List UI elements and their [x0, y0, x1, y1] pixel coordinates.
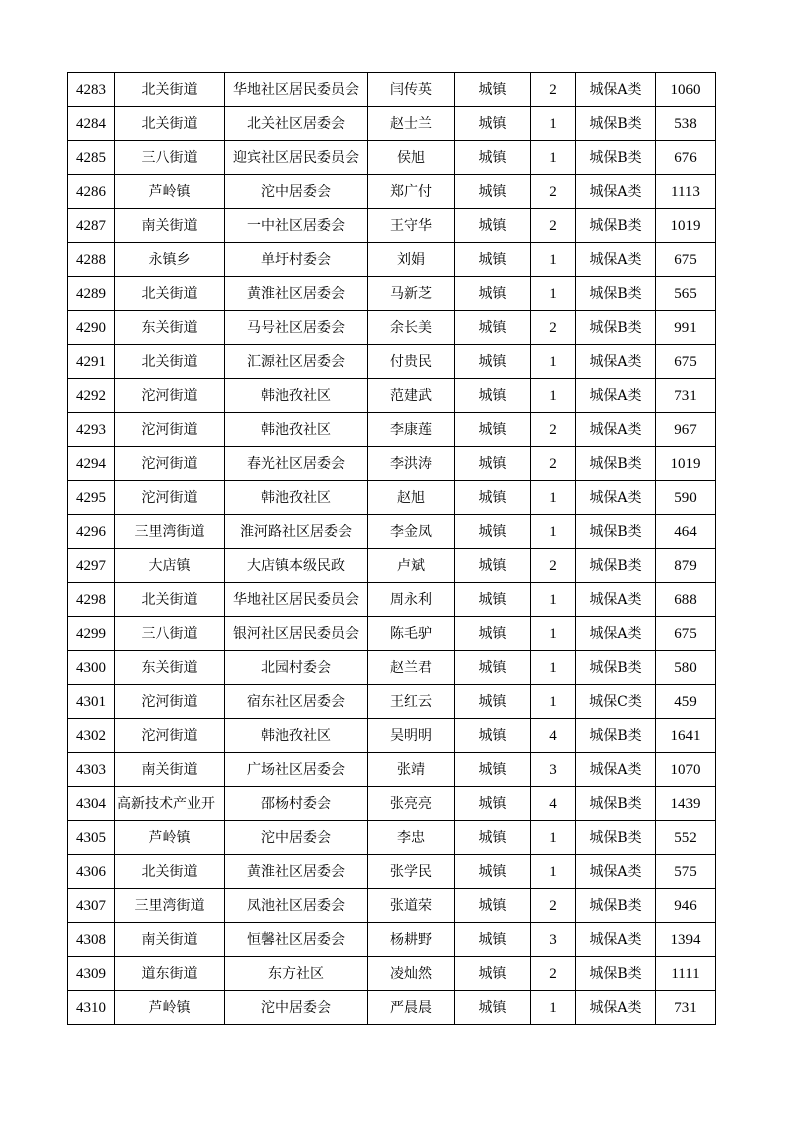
person-name-cell: 严晨晨: [368, 991, 455, 1025]
row-number-cell: 4283: [68, 73, 115, 107]
household-count-cell: 1: [531, 243, 576, 277]
row-number-cell: 4287: [68, 209, 115, 243]
community-cell: 凤池社区居委会: [225, 889, 368, 923]
community-cell: 北园村委会: [225, 651, 368, 685]
table-row: [68, 481, 716, 515]
street-cell: 沱河街道: [115, 447, 225, 481]
household-count-cell: 1: [531, 277, 576, 311]
table-row: [68, 515, 716, 549]
community-cell: 广场社区居委会: [225, 753, 368, 787]
amount-cell: 1019: [656, 209, 716, 243]
street-cell: 沱河街道: [115, 685, 225, 719]
area-type-cell: 城镇: [455, 787, 531, 821]
insurance-category-cell: 城保B类: [576, 787, 656, 821]
amount-cell: 1641: [656, 719, 716, 753]
community-cell: 黄淮社区居委会: [225, 855, 368, 889]
household-count-cell: 1: [531, 107, 576, 141]
area-type-cell: 城镇: [455, 753, 531, 787]
insurance-category-cell: 城保A类: [576, 243, 656, 277]
table-row: [68, 549, 716, 583]
row-number-cell: 4285: [68, 141, 115, 175]
insurance-category-cell: 城保A类: [576, 413, 656, 447]
community-cell: 一中社区居委会: [225, 209, 368, 243]
area-type-cell: 城镇: [455, 107, 531, 141]
area-type-cell: 城镇: [455, 481, 531, 515]
person-name-cell: 郑广付: [368, 175, 455, 209]
person-name-cell: 付贵民: [368, 345, 455, 379]
street-cell: 芦岭镇: [115, 175, 225, 209]
area-type-cell: 城镇: [455, 923, 531, 957]
amount-cell: 565: [656, 277, 716, 311]
insurance-category-cell: 城保B类: [576, 549, 656, 583]
community-cell: 恒馨社区居委会: [225, 923, 368, 957]
household-count-cell: 3: [531, 753, 576, 787]
insurance-category-cell: 城保B类: [576, 447, 656, 481]
household-count-cell: 2: [531, 175, 576, 209]
street-cell: 三里湾街道: [115, 889, 225, 923]
amount-cell: 676: [656, 141, 716, 175]
amount-cell: 946: [656, 889, 716, 923]
amount-cell: 538: [656, 107, 716, 141]
row-number-cell: 4291: [68, 345, 115, 379]
area-type-cell: 城镇: [455, 277, 531, 311]
person-name-cell: 闫传英: [368, 73, 455, 107]
amount-cell: 675: [656, 617, 716, 651]
area-type-cell: 城镇: [455, 549, 531, 583]
street-cell: 北关街道: [115, 345, 225, 379]
insurance-category-cell: 城保B类: [576, 311, 656, 345]
street-cell: 三八街道: [115, 141, 225, 175]
household-count-cell: 2: [531, 311, 576, 345]
street-cell: 大店镇: [115, 549, 225, 583]
amount-cell: 1019: [656, 447, 716, 481]
person-name-cell: 吴明明: [368, 719, 455, 753]
person-name-cell: 李忠: [368, 821, 455, 855]
row-number-cell: 4305: [68, 821, 115, 855]
amount-cell: 731: [656, 379, 716, 413]
area-type-cell: 城镇: [455, 141, 531, 175]
street-cell: 三里湾街道: [115, 515, 225, 549]
table-row: [68, 889, 716, 923]
table-row: [68, 617, 716, 651]
community-cell: 沱中居委会: [225, 175, 368, 209]
table-row: [68, 583, 716, 617]
street-cell: 东关街道: [115, 651, 225, 685]
insurance-category-cell: 城保A类: [576, 855, 656, 889]
table-row: [68, 991, 716, 1025]
household-count-cell: 4: [531, 787, 576, 821]
row-number-cell: 4301: [68, 685, 115, 719]
street-cell: 沱河街道: [115, 481, 225, 515]
household-count-cell: 2: [531, 447, 576, 481]
table-row: [68, 821, 716, 855]
community-cell: 东方社区: [225, 957, 368, 991]
street-cell: 东关街道: [115, 311, 225, 345]
area-type-cell: 城镇: [455, 855, 531, 889]
person-name-cell: 王守华: [368, 209, 455, 243]
row-number-cell: 4309: [68, 957, 115, 991]
person-name-cell: 马新芝: [368, 277, 455, 311]
person-name-cell: 李金凤: [368, 515, 455, 549]
amount-cell: 967: [656, 413, 716, 447]
row-number-cell: 4298: [68, 583, 115, 617]
person-name-cell: 赵兰君: [368, 651, 455, 685]
community-cell: 银河社区居民委员会: [225, 617, 368, 651]
person-name-cell: 张学民: [368, 855, 455, 889]
community-cell: 单圩村委会: [225, 243, 368, 277]
street-cell: 高新技术产业开: [115, 787, 225, 821]
area-type-cell: 城镇: [455, 447, 531, 481]
row-number-cell: 4286: [68, 175, 115, 209]
table-row: [68, 379, 716, 413]
table-row: [68, 923, 716, 957]
area-type-cell: 城镇: [455, 821, 531, 855]
household-count-cell: 1: [531, 651, 576, 685]
area-type-cell: 城镇: [455, 685, 531, 719]
community-cell: 邵杨村委会: [225, 787, 368, 821]
row-number-cell: 4294: [68, 447, 115, 481]
community-cell: 韩池孜社区: [225, 481, 368, 515]
area-type-cell: 城镇: [455, 957, 531, 991]
area-type-cell: 城镇: [455, 651, 531, 685]
person-name-cell: 卢斌: [368, 549, 455, 583]
table-row: [68, 175, 716, 209]
table-row: [68, 311, 716, 345]
row-number-cell: 4304: [68, 787, 115, 821]
street-cell: 北关街道: [115, 855, 225, 889]
community-cell: 华地社区居民委员会: [225, 583, 368, 617]
table-row: [68, 685, 716, 719]
community-cell: 韩池孜社区: [225, 379, 368, 413]
insurance-category-cell: 城保A类: [576, 753, 656, 787]
household-count-cell: 4: [531, 719, 576, 753]
amount-cell: 459: [656, 685, 716, 719]
table-row: [68, 651, 716, 685]
community-cell: 大店镇本级民政: [225, 549, 368, 583]
amount-cell: 731: [656, 991, 716, 1025]
street-cell: 南关街道: [115, 923, 225, 957]
person-name-cell: 张靖: [368, 753, 455, 787]
person-name-cell: 刘娟: [368, 243, 455, 277]
household-count-cell: 2: [531, 73, 576, 107]
insurance-category-cell: 城保A类: [576, 583, 656, 617]
insurance-category-cell: 城保A类: [576, 345, 656, 379]
person-name-cell: 陈毛驴: [368, 617, 455, 651]
person-name-cell: 赵士兰: [368, 107, 455, 141]
amount-cell: 1394: [656, 923, 716, 957]
street-cell: 芦岭镇: [115, 991, 225, 1025]
table-row: [68, 107, 716, 141]
community-cell: 汇源社区居委会: [225, 345, 368, 379]
insurance-category-cell: 城保B类: [576, 651, 656, 685]
person-name-cell: 周永利: [368, 583, 455, 617]
person-name-cell: 范建武: [368, 379, 455, 413]
person-name-cell: 杨耕野: [368, 923, 455, 957]
table-body: [68, 73, 716, 1025]
amount-cell: 580: [656, 651, 716, 685]
insurance-category-cell: 城保A类: [576, 617, 656, 651]
household-count-cell: 1: [531, 821, 576, 855]
area-type-cell: 城镇: [455, 515, 531, 549]
row-number-cell: 4310: [68, 991, 115, 1025]
beneficiary-table: [67, 72, 716, 1025]
street-cell: 永镇乡: [115, 243, 225, 277]
community-cell: 宿东社区居委会: [225, 685, 368, 719]
community-cell: 春光社区居委会: [225, 447, 368, 481]
insurance-category-cell: 城保B类: [576, 719, 656, 753]
row-number-cell: 4288: [68, 243, 115, 277]
table-row: [68, 413, 716, 447]
area-type-cell: 城镇: [455, 175, 531, 209]
household-count-cell: 1: [531, 141, 576, 175]
area-type-cell: 城镇: [455, 583, 531, 617]
street-cell: 沱河街道: [115, 413, 225, 447]
person-name-cell: 张道荣: [368, 889, 455, 923]
amount-cell: 590: [656, 481, 716, 515]
row-number-cell: 4293: [68, 413, 115, 447]
household-count-cell: 1: [531, 685, 576, 719]
insurance-category-cell: 城保B类: [576, 515, 656, 549]
person-name-cell: 李洪涛: [368, 447, 455, 481]
row-number-cell: 4302: [68, 719, 115, 753]
table-row: [68, 141, 716, 175]
household-count-cell: 1: [531, 991, 576, 1025]
community-cell: 韩池孜社区: [225, 413, 368, 447]
street-cell: 北关街道: [115, 277, 225, 311]
household-count-cell: 1: [531, 515, 576, 549]
row-number-cell: 4289: [68, 277, 115, 311]
area-type-cell: 城镇: [455, 311, 531, 345]
insurance-category-cell: 城保B类: [576, 107, 656, 141]
table-row: [68, 787, 716, 821]
household-count-cell: 1: [531, 379, 576, 413]
area-type-cell: 城镇: [455, 617, 531, 651]
row-number-cell: 4284: [68, 107, 115, 141]
street-cell: 南关街道: [115, 753, 225, 787]
household-count-cell: 1: [531, 481, 576, 515]
household-count-cell: 1: [531, 855, 576, 889]
table-row: [68, 73, 716, 107]
insurance-category-cell: 城保A类: [576, 379, 656, 413]
row-number-cell: 4303: [68, 753, 115, 787]
person-name-cell: 侯旭: [368, 141, 455, 175]
street-cell: 沱河街道: [115, 719, 225, 753]
insurance-category-cell: 城保B类: [576, 209, 656, 243]
household-count-cell: 2: [531, 413, 576, 447]
household-count-cell: 2: [531, 889, 576, 923]
insurance-category-cell: 城保B类: [576, 141, 656, 175]
row-number-cell: 4308: [68, 923, 115, 957]
insurance-category-cell: 城保B类: [576, 957, 656, 991]
amount-cell: 688: [656, 583, 716, 617]
insurance-category-cell: 城保B类: [576, 889, 656, 923]
community-cell: 马号社区居委会: [225, 311, 368, 345]
area-type-cell: 城镇: [455, 379, 531, 413]
household-count-cell: 2: [531, 957, 576, 991]
person-name-cell: 王红云: [368, 685, 455, 719]
row-number-cell: 4290: [68, 311, 115, 345]
street-cell: 北关街道: [115, 73, 225, 107]
amount-cell: 575: [656, 855, 716, 889]
household-count-cell: 2: [531, 209, 576, 243]
person-name-cell: 凌灿然: [368, 957, 455, 991]
amount-cell: 675: [656, 243, 716, 277]
row-number-cell: 4307: [68, 889, 115, 923]
person-name-cell: 赵旭: [368, 481, 455, 515]
insurance-category-cell: 城保A类: [576, 923, 656, 957]
insurance-category-cell: 城保B类: [576, 277, 656, 311]
community-cell: 沱中居委会: [225, 991, 368, 1025]
amount-cell: 552: [656, 821, 716, 855]
area-type-cell: 城镇: [455, 889, 531, 923]
amount-cell: 1439: [656, 787, 716, 821]
table-row: [68, 345, 716, 379]
insurance-category-cell: 城保A类: [576, 481, 656, 515]
amount-cell: 1070: [656, 753, 716, 787]
row-number-cell: 4300: [68, 651, 115, 685]
table-row: [68, 957, 716, 991]
community-cell: 北关社区居委会: [225, 107, 368, 141]
area-type-cell: 城镇: [455, 991, 531, 1025]
amount-cell: 464: [656, 515, 716, 549]
household-count-cell: 1: [531, 617, 576, 651]
area-type-cell: 城镇: [455, 413, 531, 447]
table-row: [68, 209, 716, 243]
household-count-cell: 2: [531, 549, 576, 583]
insurance-category-cell: 城保A类: [576, 175, 656, 209]
community-cell: 华地社区居民委员会: [225, 73, 368, 107]
amount-cell: 991: [656, 311, 716, 345]
row-number-cell: 4296: [68, 515, 115, 549]
street-cell: 三八街道: [115, 617, 225, 651]
row-number-cell: 4292: [68, 379, 115, 413]
table-row: [68, 753, 716, 787]
insurance-category-cell: 城保C类: [576, 685, 656, 719]
household-count-cell: 3: [531, 923, 576, 957]
table-row: [68, 855, 716, 889]
community-cell: 黄淮社区居委会: [225, 277, 368, 311]
amount-cell: 1113: [656, 175, 716, 209]
household-count-cell: 1: [531, 583, 576, 617]
area-type-cell: 城镇: [455, 209, 531, 243]
table-row: [68, 447, 716, 481]
community-cell: 淮河路社区居委会: [225, 515, 368, 549]
person-name-cell: 李康莲: [368, 413, 455, 447]
street-cell: 道东街道: [115, 957, 225, 991]
street-cell: 北关街道: [115, 107, 225, 141]
insurance-category-cell: 城保B类: [576, 821, 656, 855]
row-number-cell: 4306: [68, 855, 115, 889]
community-cell: 迎宾社区居民委员会: [225, 141, 368, 175]
person-name-cell: 张亮亮: [368, 787, 455, 821]
amount-cell: 1111: [656, 957, 716, 991]
person-name-cell: 余长美: [368, 311, 455, 345]
row-number-cell: 4295: [68, 481, 115, 515]
household-count-cell: 1: [531, 345, 576, 379]
amount-cell: 1060: [656, 73, 716, 107]
community-cell: 沱中居委会: [225, 821, 368, 855]
insurance-category-cell: 城保A类: [576, 991, 656, 1025]
amount-cell: 675: [656, 345, 716, 379]
street-cell: 沱河街道: [115, 379, 225, 413]
table-row: [68, 243, 716, 277]
area-type-cell: 城镇: [455, 243, 531, 277]
area-type-cell: 城镇: [455, 719, 531, 753]
area-type-cell: 城镇: [455, 73, 531, 107]
table-row: [68, 277, 716, 311]
insurance-category-cell: 城保A类: [576, 73, 656, 107]
table-row: [68, 719, 716, 753]
street-cell: 南关街道: [115, 209, 225, 243]
row-number-cell: 4297: [68, 549, 115, 583]
amount-cell: 879: [656, 549, 716, 583]
row-number-cell: 4299: [68, 617, 115, 651]
community-cell: 韩池孜社区: [225, 719, 368, 753]
street-cell: 芦岭镇: [115, 821, 225, 855]
area-type-cell: 城镇: [455, 345, 531, 379]
street-cell: 北关街道: [115, 583, 225, 617]
